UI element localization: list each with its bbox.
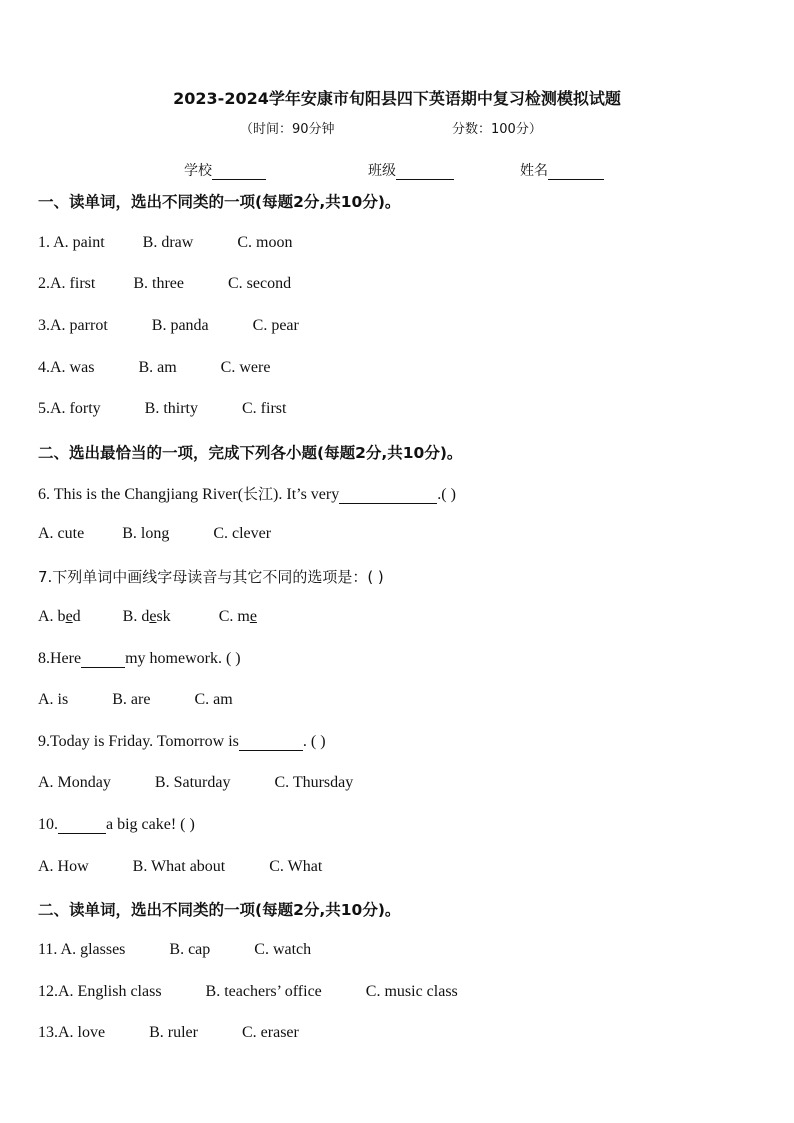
q10-pre: 10. xyxy=(38,816,58,833)
q13-option-c: C. eraser xyxy=(241,1024,299,1041)
q1-option-a: 1. A. paint xyxy=(38,234,105,251)
q8-pre: 8.Here xyxy=(38,650,82,667)
q2-option-b: B. three xyxy=(133,275,184,292)
q3-option-c: C. pear xyxy=(252,317,299,334)
q4-option-b: B. am xyxy=(138,359,177,376)
section-heading-3: 二、读单词，选出不同类的一项(每题2分,共10分)。 xyxy=(38,901,401,919)
q6-option-c: C. clever xyxy=(213,525,272,542)
q12-option-c: C. music class xyxy=(365,983,458,1000)
q8-option-a: A. is xyxy=(38,691,69,708)
question-1 xyxy=(38,234,292,252)
q8-option-c: C. am xyxy=(194,691,233,708)
q7-a-pre: A. b xyxy=(38,608,66,625)
question-11 xyxy=(38,941,311,959)
q7-c-underlined: e xyxy=(249,608,257,625)
q9-pre: 9.Today is Friday. Tomorrow is xyxy=(38,733,239,750)
q7-a-post: d xyxy=(72,608,81,625)
q9-answer-blank[interactable] xyxy=(239,736,303,751)
q6-answer-blank[interactable] xyxy=(339,489,437,504)
question-6 xyxy=(38,483,456,504)
section-heading-2: 二、选出最恰当的一项，完成下列各小题(每题2分,共10分)。 xyxy=(38,444,463,462)
name-blank[interactable] xyxy=(548,165,604,180)
section-heading-1: 一、读单词，选出不同类的一项(每题2分,共10分)。 xyxy=(38,193,401,211)
question-7: 7.下列单词中画线字母读音与其它不同的选项是：( ) xyxy=(38,568,384,586)
q6-option-a: A. cute xyxy=(38,525,85,542)
q4-option-a: 4.A. was xyxy=(38,359,95,376)
q10-option-a: A. How xyxy=(38,858,89,875)
question-8-options xyxy=(38,691,233,709)
question-10-options xyxy=(38,858,322,876)
score-label: 分数：100分） xyxy=(452,122,542,137)
q8-post: my homework. ( ) xyxy=(125,650,241,667)
q3-option-a: 3.A. parrot xyxy=(38,317,108,334)
q9-post: . ( ) xyxy=(302,733,326,750)
q9-option-a: A. Monday xyxy=(38,774,111,791)
school-label: 学校 xyxy=(184,163,212,179)
school-field xyxy=(184,160,266,180)
q2-option-c: C. second xyxy=(227,275,292,292)
question-2 xyxy=(38,275,291,293)
q8-option-b: B. are xyxy=(112,691,151,708)
q1-option-c: C. moon xyxy=(237,234,293,251)
q1-option-b: B. draw xyxy=(142,234,194,251)
q7-b-post: sk xyxy=(156,608,171,625)
question-12 xyxy=(38,983,458,1001)
q6-stem-cn: 长江 xyxy=(243,485,274,503)
q7-option-b xyxy=(123,608,171,626)
q7-option-a xyxy=(38,608,81,626)
question-9-options xyxy=(38,774,353,792)
q10-answer-blank[interactable] xyxy=(58,819,106,834)
q11-option-c: C. watch xyxy=(254,941,312,958)
q5-option-b: B. thirty xyxy=(144,400,198,417)
q8-answer-blank[interactable] xyxy=(81,653,125,668)
question-10 xyxy=(38,816,195,834)
q7-b-underlined: e xyxy=(149,608,157,625)
q4-option-c: C. were xyxy=(220,359,271,376)
q13-option-b: B. ruler xyxy=(149,1024,198,1041)
q12-option-b: B. teachers’ office xyxy=(205,983,322,1000)
question-8 xyxy=(38,650,241,668)
question-6-options xyxy=(38,525,271,543)
question-9 xyxy=(38,733,326,751)
school-blank[interactable] xyxy=(212,165,266,180)
name-label: 姓名 xyxy=(520,163,548,179)
time-label: （时间：90分钟 xyxy=(240,122,335,137)
q2-option-a: 2.A. first xyxy=(38,275,96,292)
q7-option-c xyxy=(219,608,257,626)
q6-stem-end: .( ) xyxy=(437,486,456,503)
q11-option-a: 11. A. glasses xyxy=(38,941,126,958)
q10-post: a big cake! ( ) xyxy=(106,816,195,833)
q12-option-a: 12.A. English class xyxy=(38,983,162,1000)
question-3 xyxy=(38,317,299,335)
class-blank[interactable] xyxy=(396,165,454,180)
page-title: 2023-2024学年安康市旬阳县四下英语期中复习检测模拟试题 xyxy=(173,89,621,108)
q5-option-a: 5.A. forty xyxy=(38,400,101,417)
q6-stem-a: 6. This is the Changjiang River( xyxy=(38,486,244,503)
q3-option-b: B. panda xyxy=(151,317,209,334)
q7-a-underlined: e xyxy=(65,608,73,625)
question-13 xyxy=(38,1024,299,1042)
q7-c-pre: C. m xyxy=(218,608,250,625)
q5-option-c: C. first xyxy=(242,400,287,417)
q9-option-c: C. Thursday xyxy=(274,774,354,791)
q13-option-a: 13.A. love xyxy=(38,1024,106,1041)
class-field xyxy=(368,160,454,180)
question-4 xyxy=(38,359,270,377)
q6-option-b: B. long xyxy=(122,525,170,542)
q11-option-b: B. cap xyxy=(169,941,211,958)
q9-option-b: B. Saturday xyxy=(154,774,231,791)
q10-option-c: C. What xyxy=(269,858,323,875)
q6-stem-b: ). It’s very xyxy=(273,486,340,503)
class-label: 班级 xyxy=(368,163,396,179)
question-5 xyxy=(38,400,286,418)
name-field xyxy=(520,160,604,180)
q10-option-b: B. What about xyxy=(132,858,226,875)
question-7-options xyxy=(38,608,257,626)
q7-b-pre: B. d xyxy=(122,608,150,625)
